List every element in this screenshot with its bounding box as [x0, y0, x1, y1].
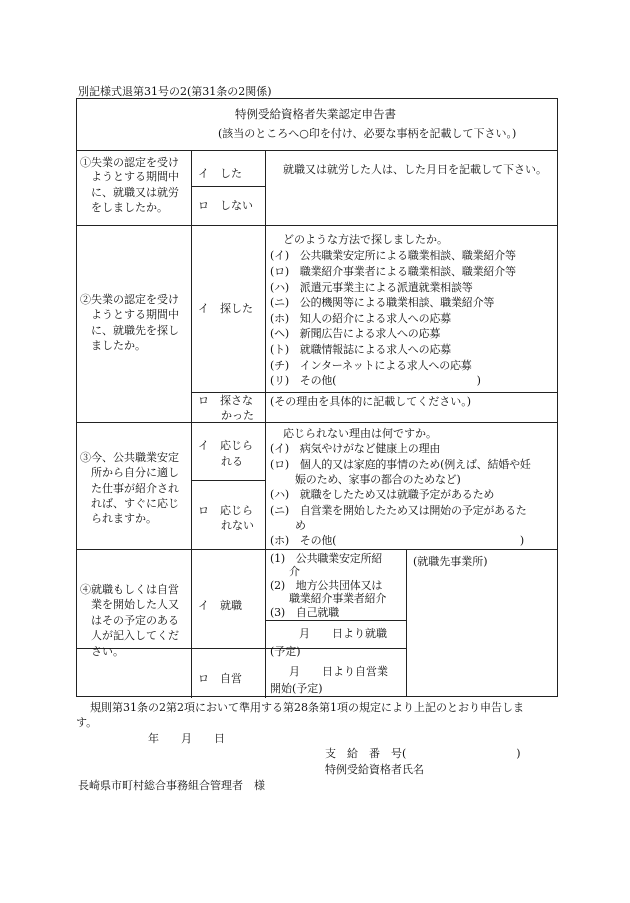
- q4-employ-type[interactable]: (2) 地方公共団体又は: [270, 579, 383, 592]
- q1-option-no[interactable]: ロ しない: [198, 199, 253, 212]
- q2-option-yes[interactable]: イ 探した: [198, 302, 253, 315]
- q4-label-line: はその予定のある: [91, 614, 179, 627]
- q3-option-no[interactable]: ロ 応じら: [198, 504, 253, 517]
- q2-no-reason: (その理由を具体的に記載してください。): [270, 395, 472, 408]
- q2-method-item[interactable]: (チ) インターネットによる求人への応募: [270, 359, 472, 372]
- q4-label-line: 業を開始した人又: [91, 598, 179, 611]
- q2-label-line: ②失業の認定を受け: [80, 293, 179, 306]
- q3-reason-item[interactable]: (ロ) 個人的又は家庭的事情のため(例えば、結婚や妊: [270, 458, 531, 471]
- q4-employ-type[interactable]: (3) 自己就職: [270, 606, 339, 619]
- q3-label-line: ③今、公共職業安定: [80, 451, 179, 464]
- q3-label-line: 所から自分に適し: [91, 466, 179, 479]
- q4-label-line: 人が記入してくだ: [91, 629, 179, 642]
- declaration-text: 規則第31条の2第2項において準用する第28条第1項の規定により上記のとおり申告しま: [90, 701, 524, 714]
- divider-q2: [76, 422, 557, 423]
- col-divider-3: [406, 549, 407, 696]
- q3-option-yes[interactable]: イ 応じら: [198, 439, 253, 452]
- q2-label-line: ましたか。: [91, 339, 146, 352]
- q1-label-line: ①失業の認定を受け: [80, 156, 179, 169]
- declaration-date[interactable]: 年 月 日: [148, 732, 225, 745]
- divider-q3: [76, 549, 557, 550]
- table-border-bottom: [76, 696, 558, 697]
- q2-method-item[interactable]: (ハ) 派遣元事業主による派遣就業相談等: [270, 281, 473, 294]
- q2-label-line: に、就職先を探し: [91, 324, 179, 337]
- q2-option-no[interactable]: ロ 探さな: [198, 394, 253, 407]
- q3-reason-item[interactable]: (ハ) 就職をしたため又は就職予定があるため: [270, 488, 495, 501]
- table-border-top: [76, 98, 557, 99]
- payment-number[interactable]: 支 給 番 号( ): [325, 747, 521, 760]
- q3-reason-item[interactable]: (ホ) その他( ): [270, 534, 524, 547]
- q3-reason-item-cont: 娠のため、家事の都合のためなど): [295, 473, 461, 486]
- form-number: 別記様式退第31号の2(第31条の2関係): [78, 85, 272, 98]
- q3-option-no-cont[interactable]: れない: [221, 519, 254, 532]
- form-title: 特例受給資格者失業認定申告書: [235, 107, 396, 121]
- form-instruction: (該当のところへ○印を付け、必要な事柄を記載して下さい。): [218, 127, 517, 140]
- applicant-name[interactable]: 特例受給資格者氏名: [325, 763, 424, 776]
- q4-option-employ[interactable]: イ 就職: [198, 599, 242, 612]
- q3-label-line: れば、すぐに応じ: [91, 497, 179, 510]
- q3-reason-item-cont: め: [295, 519, 306, 532]
- q4-employ-type-cont: 職業紹介事業者紹介: [289, 592, 387, 605]
- q3-label-line: た仕事が紹介され: [91, 482, 179, 495]
- divider-title: [76, 150, 557, 151]
- q2-method-item[interactable]: (ニ) 公的機関等による職業相談、職業紹介等: [270, 296, 495, 309]
- q2-method-item[interactable]: (ロ) 職業紹介事業者による職業相談、職業紹介等: [270, 265, 516, 278]
- q2-method-title: どのような方法で探しましたか。: [283, 233, 448, 246]
- q1-option-yes[interactable]: イ した: [198, 167, 242, 180]
- q3-label-line: られますか。: [91, 512, 157, 525]
- q4-self-date[interactable]: 月 日より自営業: [289, 665, 388, 678]
- q4-employ-type-cont: 介: [289, 565, 300, 578]
- q1-note: 就職又は就労した人は、した月日を記載して下さい。: [283, 163, 547, 176]
- q2-option-no-cont[interactable]: かった: [221, 409, 254, 422]
- q2-method-item[interactable]: (リ) その他( ): [270, 374, 481, 387]
- q2-method-item[interactable]: (ト) 就職情報誌による求人への応募: [270, 343, 451, 356]
- declaration-text-cont: す。: [76, 716, 98, 729]
- q4-employer-label: (就職先事業所): [413, 555, 488, 568]
- q1-label-line: に、就職又は就労: [91, 186, 179, 199]
- q4-employ-type[interactable]: (1) 公共職業安定所紹: [270, 552, 383, 565]
- q3-reason-item[interactable]: (ニ) 自営業を開始したため又は開始の予定があるた: [270, 504, 527, 517]
- q4-employ-scheduled: (予定): [270, 645, 301, 658]
- q2-method-item[interactable]: (ホ) 知人の紹介による求人への応募: [270, 312, 451, 325]
- q3-option-yes-cont[interactable]: れる: [221, 455, 243, 468]
- table-border-left: [76, 98, 77, 696]
- q4-label-line: さい。: [91, 645, 124, 658]
- q2-label-line: ようとする期間中: [91, 308, 179, 321]
- q3-reason-title: 応じられない理由は何ですか。: [283, 427, 437, 440]
- q3-reason-item[interactable]: (イ) 病気やけがなど健康上の理由: [270, 442, 441, 455]
- divider-q3-options: [191, 480, 265, 481]
- q4-self-start: 開始(予定): [270, 682, 323, 695]
- divider-q4-types: [265, 620, 406, 621]
- q2-method-item[interactable]: (ヘ) 新聞広告による求人への応募: [270, 327, 441, 340]
- q4-label-line: ④就職もしくは自営: [80, 583, 179, 596]
- q1-label-line: ようとする期間中: [91, 170, 179, 183]
- table-border-right: [557, 98, 558, 696]
- q1-label-line: をしましたか。: [91, 201, 168, 214]
- q4-employ-date[interactable]: 月 日より就職: [299, 627, 387, 640]
- q2-method-item[interactable]: (イ) 公共職業安定所による職業相談、職業紹介等: [270, 249, 516, 262]
- col-divider-1: [191, 150, 192, 698]
- col-divider-2: [265, 150, 266, 698]
- divider-q4: [76, 648, 407, 649]
- divider-q1: [76, 225, 557, 226]
- divider-q2-options: [191, 392, 557, 393]
- q4-option-self[interactable]: ロ 自営: [198, 672, 242, 685]
- divider-q1-options: [191, 186, 265, 187]
- addressee: 長崎県市町村総合事務組合管理者 様: [78, 779, 265, 792]
